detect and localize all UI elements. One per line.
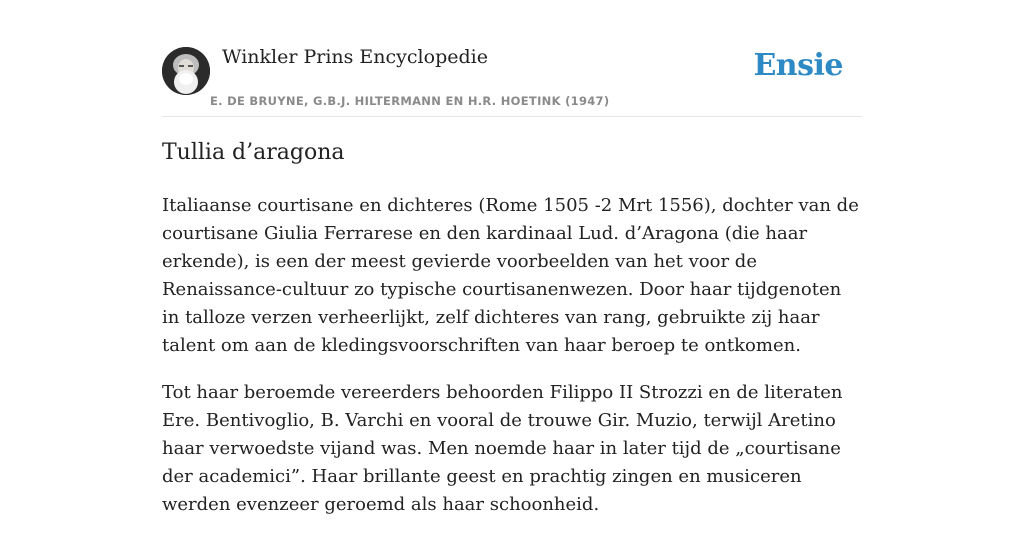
page	[162, 0, 862, 515]
portrait-icon	[162, 47, 210, 95]
article-paragraph: Tot haar beroemde vereerders behoorden Filippo II Strozzi en de literaten Ere. Bentivoglio, B. Varchi en vooral de trouwe Gir. Muzio, terwijl Aretino haar verwoedste vijand was. Men noemde haar in later tijd de „courtisane der academici”. Haar brillante geest en prachtig zingen en musiceren werden evenzeer geroemd als haar schoonheid.	[162, 382, 843, 515]
header	[162, 0, 862, 117]
article-body	[162, 192, 862, 538]
brand-logo[interactable]: Ensie	[753, 48, 843, 83]
author-avatar[interactable]	[162, 47, 210, 95]
article-title: Tullia d’aragona	[162, 140, 345, 165]
book-authors: E. DE BRUYNE, G.B.J. HILTERMANN EN H.R. HOETINK (1947)	[210, 94, 610, 108]
article-paragraph: Italiaanse courtisane en dichteres (Rome 1505 -2 Mrt 1556), dochter van de courtisane Giulia Ferrarese en den kardinaal Lud. d’Aragona (die haar erkende), is een der meest gevierde voorbeelden van het voor de Renaissance-cultuur zo typische courtisanenwezen. Door haar tijdgenoten in talloze verzen verheerlijkt, zelf dichteres van rang, gebruikte zij haar talent om aan de kledingsvoorschriften van haar beroep te ontkomen.	[162, 195, 859, 356]
book-title[interactable]: Winkler Prins Encyclopedie	[222, 46, 488, 68]
